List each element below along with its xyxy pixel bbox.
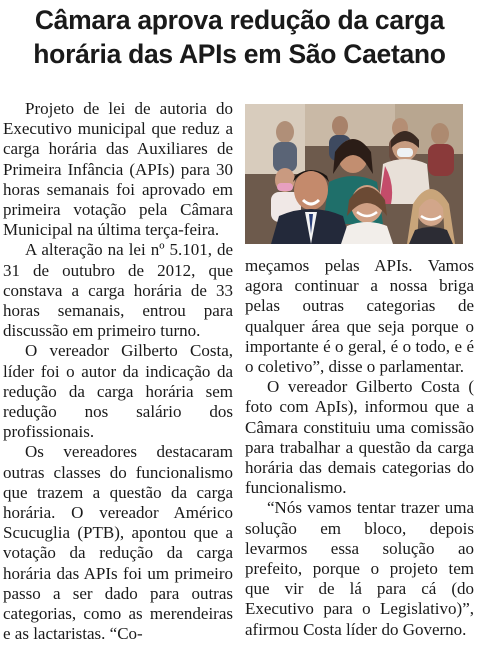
paragraph: meçamos pelas APIs. Vamos agora continuar a nossa briga pelas outras categorias de qualquer área que seja porque o importante é o geral, é o todo, e é o coletivo”, disse o parlamentar. <box>245 256 474 377</box>
paragraph: Projeto de lei de autoria do Executivo municipal que reduz a carga horária das Auxiliares de Primeira Infância (APIs) para 30 horas semanais foi aprovado em primeira votação pela Câmara Municipal na última terça-feira. <box>3 99 233 240</box>
article-column-right <box>245 256 474 640</box>
paragraph: O vereador Gilberto Costa, líder foi o autor da indicação da redução da carga horária sem redução nos salário dos profissionais. <box>3 341 233 442</box>
paragraph: O vereador Gilberto Costa ( foto com ApIs), informou que a Câmara constituiu uma comissão para trabalhar a questão da carga horária das demais categorias do funcionalismo. <box>245 377 474 498</box>
paragraph: “Nós vamos tentar trazer uma solução em bloco, depois levarmos essa solução ao prefeito, porque o projeto tem que vir de lá para cá (do Executivo para o Legislativo)”, afirmou Costa líder do Governo. <box>245 498 474 639</box>
group-photo <box>245 104 463 244</box>
headline: Câmara aprova redução da carga horária das APIs em São Caetano <box>33 5 446 69</box>
article-column-left <box>3 99 233 644</box>
paragraph: Os vereadores destacaram outras classes do funcionalismo que trazem a questão da carga horária. O vereador Américo Scucuglia (PTB), apontou que a votação da redução da carga horária das APIs foi um primeiro passo a ser dado para outras categorias, como as merendeiras e as lactaristas. “Co- <box>3 442 233 644</box>
group-photo-icon <box>245 104 463 244</box>
paragraph: A alteração na lei nº 5.101, de 31 de outubro de 2012, que constava a carga horária de 33 horas semanais, entrou para discussão em primeiro turno. <box>3 240 233 341</box>
